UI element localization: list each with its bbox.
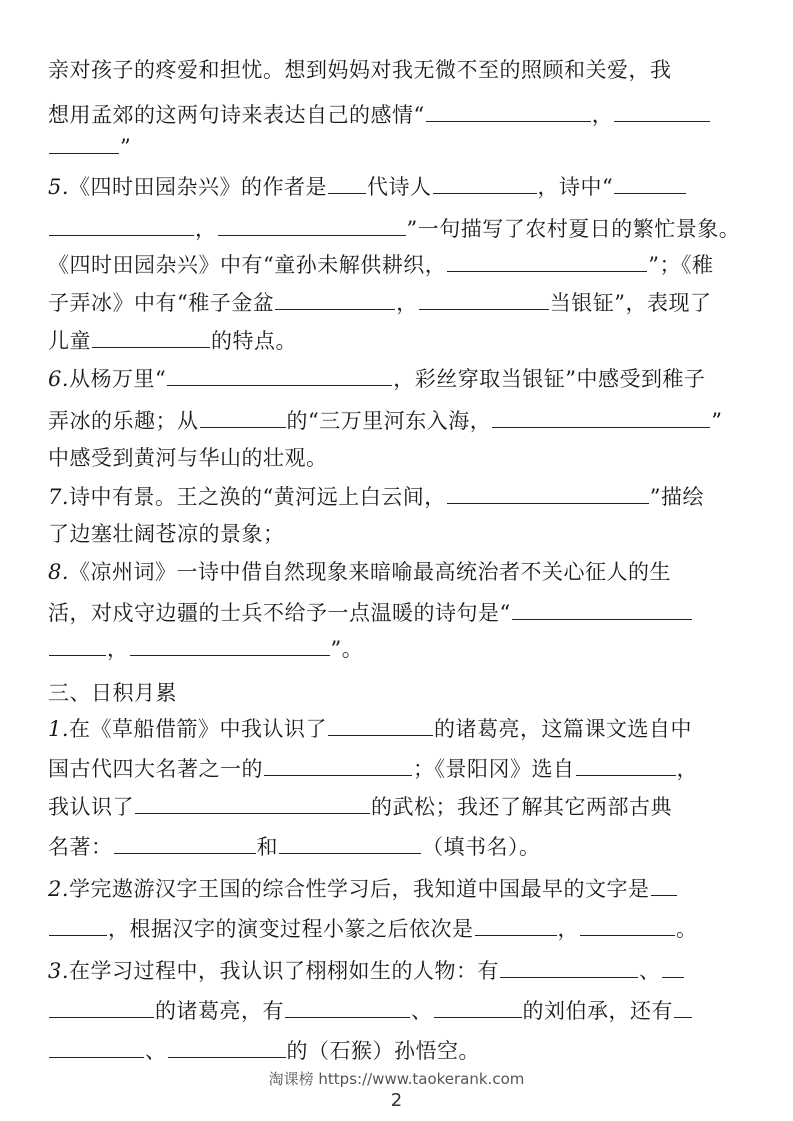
- text-line: [48, 633, 363, 664]
- line-text: 的武松；我还了解其它两部古典: [371, 795, 672, 819]
- answer-blank[interactable]: [49, 213, 194, 236]
- line-text: 、: [145, 1039, 167, 1063]
- answer-blank[interactable]: [264, 753, 412, 776]
- footer-watermark: 淘课榜 https://www.taokerank.com: [268, 1070, 525, 1088]
- line-text: 活，对戍守边疆的士兵不给予一点温暖的诗句是“: [48, 601, 511, 625]
- text-line: [48, 405, 723, 436]
- text-line: [48, 55, 672, 85]
- line-text: ，彩丝穿取当银钲”中感受到稚子: [393, 367, 706, 391]
- line-text: 弄冰的乐趣；从: [48, 409, 199, 433]
- line-text: 当银钲”，表现了: [549, 291, 712, 315]
- line-text: （填书名）。: [422, 835, 541, 859]
- answer-blank[interactable]: [447, 481, 649, 504]
- line-text: 中感受到黄河与华山的壮观。: [48, 446, 328, 470]
- line-text: 从杨万里“: [69, 367, 167, 391]
- line-text: 、: [639, 959, 661, 983]
- line-text: ”。: [330, 637, 364, 661]
- answer-blank[interactable]: [614, 171, 686, 194]
- answer-blank[interactable]: [328, 171, 366, 194]
- text-line: [48, 955, 685, 986]
- question-number: 3.: [48, 959, 70, 983]
- answer-blank[interactable]: [130, 633, 330, 656]
- line-text: 想用孟郊的这两句诗来表达自己的感情“: [48, 103, 425, 127]
- line-text: ，: [396, 291, 418, 315]
- line-text: ，: [195, 217, 217, 241]
- line-text: ”描绘: [649, 485, 705, 509]
- text-line: [48, 171, 687, 202]
- answer-blank[interactable]: [576, 753, 676, 776]
- line-text: 儿童: [48, 329, 91, 353]
- answer-blank[interactable]: [168, 1035, 286, 1058]
- text-line: [48, 443, 328, 473]
- text-line: [48, 995, 693, 1026]
- answer-blank[interactable]: [674, 995, 692, 1018]
- answer-blank[interactable]: [49, 131, 119, 154]
- answer-blank[interactable]: [419, 287, 549, 310]
- text-line: [48, 831, 541, 862]
- answer-blank[interactable]: [614, 99, 710, 122]
- text-line: [48, 481, 704, 512]
- line-text: ，: [557, 917, 579, 941]
- line-text: ，: [107, 637, 129, 661]
- section-heading: 三、日积月累: [48, 681, 177, 705]
- line-text: 代诗人: [367, 175, 432, 199]
- text-line: [48, 287, 712, 318]
- line-text: 、: [411, 999, 433, 1023]
- line-text: 的刘伯承，还有: [522, 999, 673, 1023]
- text-line: [48, 1035, 480, 1066]
- line-text: 的（石猴）孙悟空。: [286, 1039, 480, 1063]
- text-line: [48, 678, 177, 708]
- line-text: ，诗中“: [537, 175, 614, 199]
- question-number: 1.: [48, 717, 70, 741]
- question-number: 2.: [48, 877, 70, 901]
- text-line: [48, 873, 678, 904]
- text-line: [48, 597, 693, 628]
- line-text: 子弄冰》中有“稚子金盆: [48, 291, 275, 315]
- answer-blank[interactable]: [434, 995, 522, 1018]
- line-text: 在学习过程中，我认识了栩栩如生的人物：有: [69, 959, 500, 983]
- question-number: 7.: [48, 485, 70, 509]
- answer-blank[interactable]: [279, 831, 421, 854]
- line-text: 的特点。: [211, 329, 297, 353]
- text-line: [48, 213, 740, 244]
- answer-blank[interactable]: [49, 913, 107, 936]
- answer-blank[interactable]: [218, 213, 406, 236]
- line-text: 诗中有景。王之涣的“黄河远上白云间，: [69, 485, 446, 509]
- line-text: 名著：: [48, 835, 113, 859]
- answer-blank[interactable]: [580, 913, 675, 936]
- line-text: ，: [591, 103, 614, 127]
- answer-blank[interactable]: [492, 405, 710, 428]
- answer-blank[interactable]: [433, 171, 537, 194]
- answer-blank[interactable]: [662, 955, 684, 978]
- answer-blank[interactable]: [426, 99, 591, 122]
- text-line: [48, 913, 698, 944]
- line-text: 的诸葛亮，有: [155, 999, 284, 1023]
- answer-blank[interactable]: [49, 1035, 144, 1058]
- answer-blank[interactable]: [447, 249, 647, 272]
- line-text: ”: [711, 409, 723, 433]
- answer-blank[interactable]: [475, 913, 557, 936]
- line-text: 的诸葛亮，这篇课文选自中: [434, 717, 693, 741]
- answer-blank[interactable]: [651, 873, 677, 896]
- line-text: 《四时田园杂兴》中有“童孙未解供耕织，: [48, 253, 447, 277]
- answer-blank[interactable]: [49, 995, 154, 1018]
- line-text: 《凉州词》一诗中借自然现象来暗喻最高统治者不关心征人的生: [69, 560, 672, 584]
- line-text: 的“三万里河东入海，: [286, 409, 492, 433]
- line-text: ”: [120, 135, 132, 159]
- answer-blank[interactable]: [49, 633, 106, 656]
- page-number: 2: [390, 1090, 403, 1111]
- line-text: ”一句描写了农村夏日的繁忙景象。: [406, 217, 741, 241]
- answer-blank[interactable]: [512, 597, 692, 620]
- answer-blank[interactable]: [275, 287, 395, 310]
- answer-blank[interactable]: [135, 791, 370, 814]
- text-line: [48, 791, 672, 822]
- text-line: [48, 753, 698, 784]
- answer-blank[interactable]: [92, 325, 210, 348]
- text-line: [48, 519, 285, 549]
- question-number: 6.: [48, 367, 70, 391]
- line-text: 。: [676, 917, 698, 941]
- answer-blank[interactable]: [114, 831, 256, 854]
- answer-blank[interactable]: [500, 955, 638, 978]
- line-text: 和: [256, 835, 278, 859]
- line-text: 了边塞壮阔苍凉的景象；: [48, 522, 285, 546]
- line-text: ，: [676, 757, 698, 781]
- line-text: 学完遨游汉字王国的综合性学习后，我知道中国最早的文字是: [69, 877, 650, 901]
- line-text: 国古代四大名著之一的: [48, 757, 263, 781]
- line-text: 在《草船借箭》中我认识了: [69, 717, 328, 741]
- text-line: [48, 99, 711, 130]
- question-number: 8.: [48, 560, 70, 584]
- line-text: 《四时田园杂兴》的作者是: [69, 175, 328, 199]
- answer-blank[interactable]: [167, 363, 392, 386]
- line-text: 亲对孩子的疼爱和担忧。想到妈妈对我无微不至的照顾和关爱，我: [48, 58, 672, 82]
- answer-blank[interactable]: [200, 405, 286, 428]
- answer-blank[interactable]: [285, 995, 410, 1018]
- line-text: ”；《稚: [648, 253, 714, 277]
- question-number: 5.: [48, 175, 70, 199]
- text-line: [48, 249, 713, 280]
- text-line: [48, 131, 131, 162]
- line-text: ；《景阳冈》选自: [413, 757, 575, 781]
- text-line: [48, 325, 297, 356]
- answer-blank[interactable]: [328, 713, 433, 736]
- line-text: ，根据汉字的演变过程小篆之后依次是: [108, 917, 474, 941]
- line-text: 我认识了: [48, 795, 134, 819]
- text-line: [48, 363, 706, 394]
- text-line: [48, 557, 671, 587]
- text-line: [48, 713, 692, 744]
